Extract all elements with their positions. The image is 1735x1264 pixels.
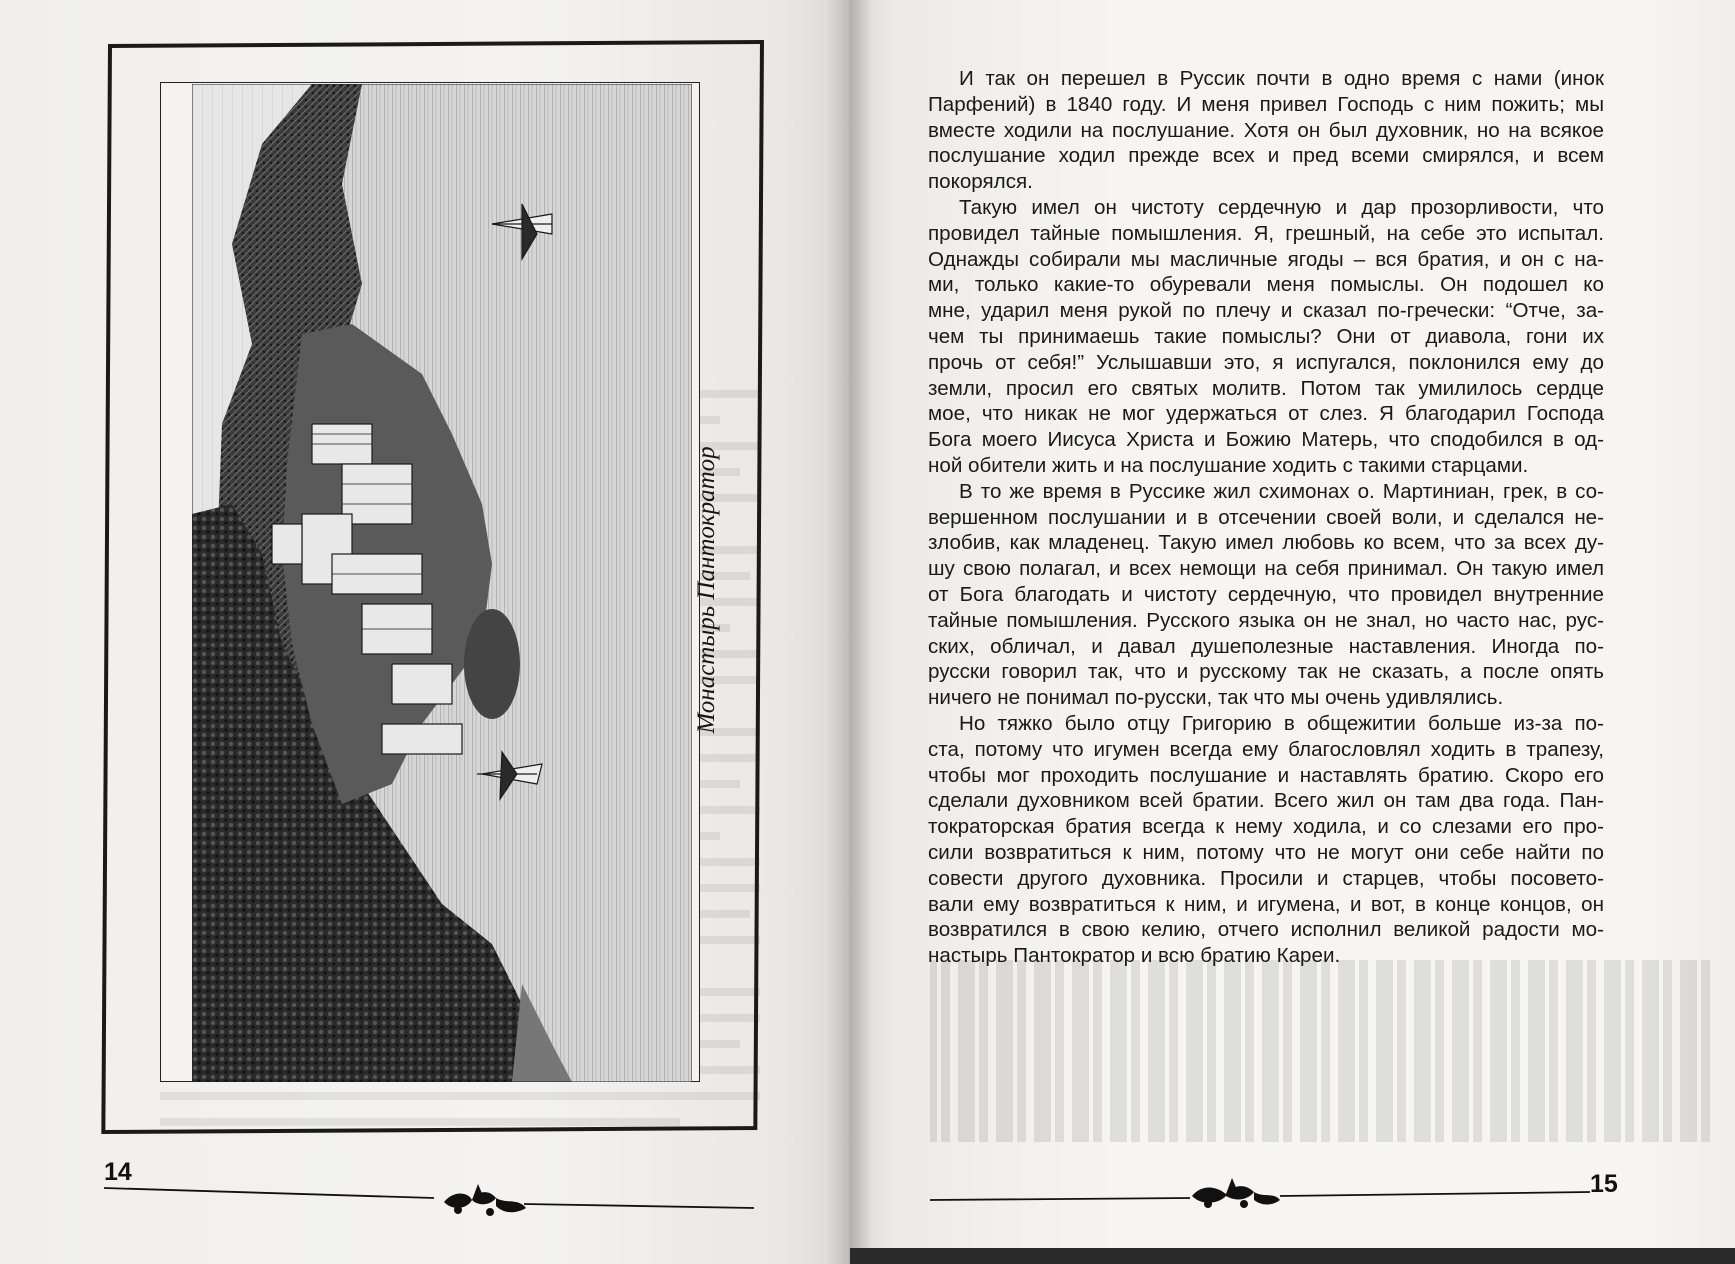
text-line: Однажды собирали мы масличные ягоды – вся братия, и он с на- bbox=[928, 247, 1604, 271]
text-line: И так он перешел в Руссик почти в одно время с нами (инок bbox=[959, 67, 1604, 90]
text-line: провидел тайные помышления. Я, грешный, на себе это испытал. bbox=[928, 221, 1604, 245]
text-line: возвратился в свою келию, отчего исполнил великой радости мо- bbox=[928, 918, 1604, 942]
text-line: Но тяжко было отцу Григорию в общежитии больше из-за по- bbox=[959, 711, 1604, 735]
text-line: прочь от себя!” Услышавши это, я испугался, поклонился ему до bbox=[928, 350, 1604, 374]
ornament-divider-left bbox=[104, 1178, 754, 1228]
text-line: Такую имел он чистоту сердечную и дар прозорливости, что bbox=[959, 195, 1604, 219]
bleed-through-text-right bbox=[930, 960, 1710, 1150]
text-line: вершенном послушании и в отсечении своей воли, и сделался не- bbox=[928, 505, 1604, 529]
text-line: от Бога благодать и чистоту сердечную, что провидел внутренние bbox=[928, 582, 1604, 606]
text-line: шу свою полагал, и всех немощи на себя принимал. Он такую имел bbox=[928, 557, 1604, 581]
body-text bbox=[928, 66, 1604, 969]
ornament-divider-right bbox=[930, 1174, 1590, 1220]
text-line: покорялся. bbox=[928, 170, 1033, 194]
text-line: вместе ходили на послушание. Хотя он был духовник, но на всякое bbox=[928, 118, 1604, 142]
left-page bbox=[0, 0, 850, 1264]
text-line: Парфений) в 1840 году. И меня привел Господь с ним пожить; мы bbox=[928, 92, 1604, 116]
text-line: чем ты принимаешь такие помыслы? Они от диавола, гони их bbox=[928, 324, 1604, 348]
illustration-caption: Монастырь Пантократор bbox=[693, 446, 720, 734]
text-line: ной обители жить и на послушание ходить с такими старцами. bbox=[928, 453, 1529, 477]
text-line: злобив, как младенец. Такую имел любовь ко всем, что за всех ду- bbox=[928, 531, 1604, 555]
text-line: вали ему возвратиться к ним, и игумена, и вот, в конце концов, он bbox=[928, 892, 1604, 916]
background-edge bbox=[850, 1248, 1735, 1264]
text-line: послушание ходил прежде всех и пред всеми смирялся, и всем bbox=[928, 144, 1604, 168]
text-line: чтобы мог проходить послушание и наставлять братию. Скоро его bbox=[928, 763, 1604, 787]
text-line: тайные помышления. Русского языка он не знал, но часто нас, рус- bbox=[928, 608, 1604, 632]
page-number-left: 14 bbox=[104, 1158, 132, 1186]
text-line: ми, только какие-то обуревали меня помыслы. Он подошел ко bbox=[928, 273, 1604, 297]
text-line: ских, обличал, и давал душеполезные наставления. Иногда по- bbox=[928, 634, 1604, 658]
monastery-engraving bbox=[192, 84, 692, 1082]
text-line: сделали духовником всей братии. Всего жил он там два года. Пан- bbox=[928, 789, 1604, 813]
book-gutter bbox=[826, 0, 872, 1264]
page-number-right: 15 bbox=[1590, 1170, 1618, 1198]
text-line: ста, потому что игумен всегда ему благословлял ходить в трапезу, bbox=[928, 737, 1604, 761]
text-line: ничего не понимал по-русски, так что мы очень удивлялись. bbox=[928, 686, 1504, 710]
text-line: совести другого духовника. Просили и старцев, чтобы посовето- bbox=[928, 866, 1604, 890]
text-line: мне, ударил меня рукой по плечу и сказал по-гречески: “Отче, за- bbox=[928, 299, 1604, 323]
text-line: сили возвратиться к ним, потому что не могут они себе найти по bbox=[928, 840, 1604, 864]
text-line: В то же время в Руссике жил схимонах о. Мартиниан, грек, в со- bbox=[959, 479, 1604, 503]
text-line: мое, что никак не мог удержаться от слез. Я благодарил Господа bbox=[928, 402, 1604, 426]
text-line: Бога моего Иисуса Христа и Божию Матерь, что сподобился в од- bbox=[928, 428, 1604, 452]
text-line: земли, просил его святых молитв. Потом так умилилось сердце bbox=[928, 376, 1604, 400]
text-line: настырь Пантократор и всю братию Кареи. bbox=[928, 944, 1341, 968]
text-line: тократорская братия всегда к нему ходила, и со слезами его про- bbox=[928, 815, 1604, 839]
text-line: русски говорил так, что и русскому так не сказать, а после опять bbox=[928, 660, 1604, 684]
